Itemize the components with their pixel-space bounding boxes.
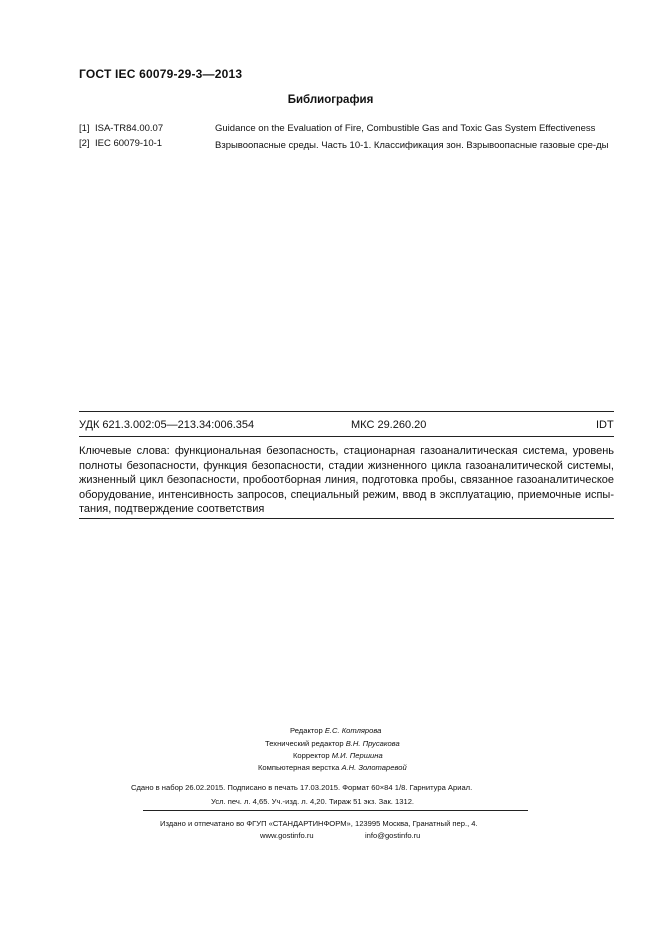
print-details-line: Усл. печ. л. 4,65. Уч.-изд. л. 4,20. Тираж 51 экз. Зак. 1312. [211, 797, 415, 806]
layout-line [258, 763, 407, 772]
reference-number: [1] [79, 123, 90, 134]
reference-text: Взрывоопасные среды. Часть 10-1. Классификация зон. Взрывоопасные газовые сре-ды [215, 140, 609, 151]
mks-code: МКС 29.260.20 [351, 419, 427, 431]
tech-editor-line [265, 739, 400, 748]
website-link[interactable]: www.gostinfo.ru [260, 831, 314, 840]
editor-name: Е.С. Котлярова [324, 726, 382, 735]
tech-editor-name: В.Н. Прусакова [345, 739, 400, 748]
udk-code: УДК 621.3.002:05—213.34:006.354 [79, 419, 255, 431]
tech-editor-label: Технический редактор [265, 739, 344, 748]
editor-line [290, 726, 381, 735]
reference-code: ISA-TR84.00.07 [95, 123, 164, 134]
editor-label: Редактор [290, 726, 323, 735]
divider [79, 411, 614, 412]
layout-name: А.Н. Золотаревой [341, 763, 407, 772]
print-details-line: Сдано в набор 26.02.2015. Подписано в печать 17.03.2015. Формат 60×84 1/8. Гарнитура Ариал. [131, 783, 473, 792]
divider [143, 810, 528, 811]
reference-number: [2] [79, 138, 90, 149]
email-link[interactable]: info@gostinfo.ru [365, 831, 421, 840]
bibliography-title: Библиография [287, 94, 374, 106]
corrector-name: М.И. Першина [331, 751, 383, 760]
reference-code: IEC 60079-10-1 [95, 138, 163, 149]
idt-label: IDT [596, 419, 614, 431]
publisher-line: Издано и отпечатано во ФГУП «СТАНДАРТИНФОРМ», 123995 Москва, Гранатный пер., 4. [160, 819, 478, 828]
divider [79, 518, 614, 519]
reference-text: Guidance on the Evaluation of Fire, Combustible Gas and Toxic Gas System Effectiveness [215, 123, 596, 134]
corrector-label: Корректор [293, 751, 330, 760]
keywords-text: Ключевые слова: функциональная безопасность, стационарная газоаналитическая система, уровень полноты безопасности, функция безопасности, стадии жизненного цикла газоаналитической системы, жизненный цикл безопасности, пробоотборная линия, подготовка пробы, связанное газоаналитическое оборудование, интенсивность запросов, специальный режим, ввод в эксплуатацию, приемочные испы-тания, подтверждение соответствия [79, 445, 614, 515]
document-code: ГОСТ IEC 60079-29-3—2013 [79, 67, 243, 81]
corrector-line [293, 751, 383, 760]
divider [79, 436, 614, 437]
layout-label: Компьютерная верстка [258, 763, 340, 772]
